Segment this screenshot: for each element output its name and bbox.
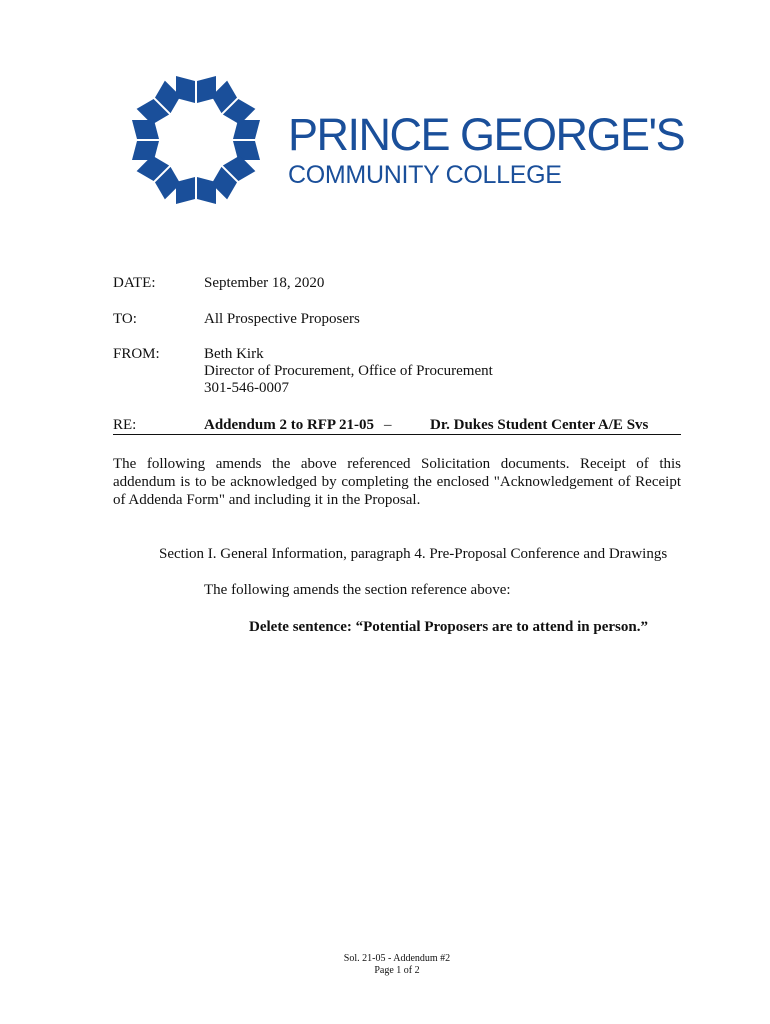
to-label: TO: (113, 311, 137, 327)
from-title: Director of Procurement, Office of Procurement (204, 363, 493, 379)
section-reference: Section I. General Information, paragraph 4. Pre-Proposal Conference and Drawings (159, 546, 668, 562)
body-paragraph-line: The following amends the above referenced Solicitation documents. Receipt of this (113, 456, 681, 472)
logo-wordmark-line2: COMMUNITY COLLEGE (288, 161, 562, 189)
delete-sentence: Delete sentence: “Potential Proposers are to attend in person.” (249, 619, 648, 635)
body-paragraph-line: addendum is to be acknowledged by completing the enclosed "Acknowledgement of Receipt (113, 474, 681, 490)
date-value: September 18, 2020 (204, 275, 325, 291)
from-phone: 301-546-0007 (204, 380, 289, 396)
re-subject-project: Dr. Dukes Student Center A/E Svs (430, 417, 649, 433)
date-label: DATE: (113, 275, 156, 291)
to-value: All Prospective Proposers (204, 311, 360, 327)
re-underline-divider (113, 434, 681, 435)
logo-wordmark-line1: PRINCE GEORGE'S (288, 109, 685, 160)
body-paragraph (113, 455, 681, 509)
college-logo (128, 72, 685, 212)
books-ring-icon (128, 72, 268, 212)
re-subject-addendum: Addendum 2 to RFP 21-05 (204, 417, 375, 433)
from-block (204, 346, 493, 397)
re-label: RE: (113, 417, 137, 433)
from-name: Beth Kirk (204, 346, 264, 362)
page-footer (0, 953, 770, 977)
amends-intro: The following amends the section reference above: (204, 582, 511, 598)
footer-solicitation: Sol. 21-05 - Addendum #2 (343, 953, 451, 964)
re-dash: – (384, 417, 392, 433)
from-label: FROM: (113, 346, 160, 362)
body-paragraph-line: of Addenda Form" and including it in the Proposal. (113, 492, 421, 508)
footer-page-number: Page 1 of 2 (374, 965, 420, 976)
